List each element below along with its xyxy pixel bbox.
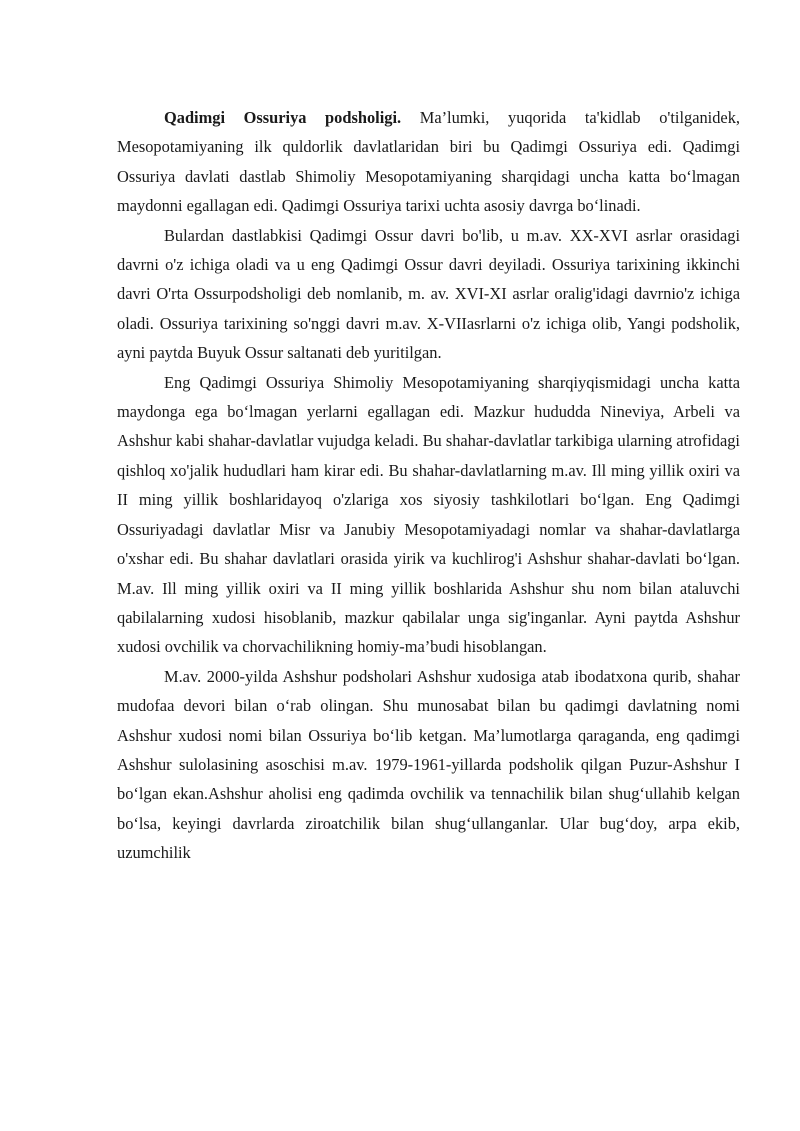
paragraph-3: Eng Qadimgi Ossuriya Shimoliy Mesopotamiyaning sharqiyqismidagi uncha katta maydonga ega bo‘lmagan yerlarni egallagan edi. Mazkur hududda Nineviya, Arbeli va Ashshur kabi shahar-davlatlar vujudga keladi. Bu shahar-davlatlar tarkibiga ularning atrofidagi qishloq xo'jalik hududlari ham kirar edi. Bu shahar-davlatlarning m.av. Ill ming yillik oxiri va II ming yillik boshlaridayoq o'zlariga xos siyosiy tashkilotlari bo‘lgan. Eng Qadimgi Ossuriyadagi davlatlar Misr va Janubiy Mesopotamiyadagi nomlar va shahar-davlatlarga o'xshar edi. Bu shahar davlatlari orasida yirik va kuchlirog'i Ashshur shahar-davlati bo‘lgan. M.av. Ill ming yillik oxiri va II ming yillik boshlarida Ashshur shu nom bilan ataluvchi qabilalarning xudosi hisoblanib, mazkur qabilalar unga sig'inganlar. Ayni paytda Ashshur xudosi ovchilik va chorvachilikning homiy-ma’budi hisoblangan.: [117, 372, 740, 657]
paragraph-4: M.av. 2000-yilda Ashshur podsholari Ashshur xudosiga atab ibodatxona qurib, shahar mudofaa devori bilan o‘rab olingan. Shu munosabat bilan bu qadimgi davlatning nomi Ashshur xudosi nomi bilan Ossuriya bo‘lib ketgan. Ma’lumotlarga qaraganda, eng qadimgi Ashshur sulolasining asoschisi m.av. 1979-1961-yillarda podsholik qilgan Puzur-Ashshur I bo‘lgan ekan.Ashshur aholisi eng qadimda ovchilik va tennachilik bilan shug‘ullahib kelgan bo‘lsa, keyingi davrlarda ziroatchilik bilan shug‘ullanganlar. Ular bug‘doy, arpa ekib, uzumchilik: [117, 666, 740, 863]
paragraph-2: Bulardan dastlabkisi Qadimgi Ossur davri bo'lib, u m.av. XX-XVI asrlar orasidagi davrni o'z ichiga oladi va u eng Qadimgi Ossur davri deyiladi. Ossuriya tarixining ikkinchi davri O'rta Ossurpodsholigi deb nomlanib, m. av. XVI-XI asrlar oralig'idagi davrnio'z ichiga oladi. Ossuriya tarixining so'nggi davri m.av. X-VIIasrlarni o'z ichiga olib, Yangi podsholik, ayni paytda Buyuk Ossur saltanati deb yuritilgan.: [117, 225, 740, 363]
section-heading: Qadimgi Ossuriya podsholigi.: [164, 108, 402, 127]
paragraph-1: [117, 103, 740, 221]
document-body: [117, 103, 740, 868]
paragraph-1-text: Ma’lumki, yuqorida ta'kidlab o'tilganidek, Mesopotamiyaning ilk quldorlik davlatlaridan biri bu Qadimgi Ossuriya edi. Qadimgi Ossuriya davlati dastlab Shimoliy Mesopotamiyaning sharqidagi uncha katta bo‘lmagan maydonni egallagan edi. Qadimgi Ossuriya tarixi uchta asosiy davrga bo‘linadi.: [117, 108, 741, 216]
